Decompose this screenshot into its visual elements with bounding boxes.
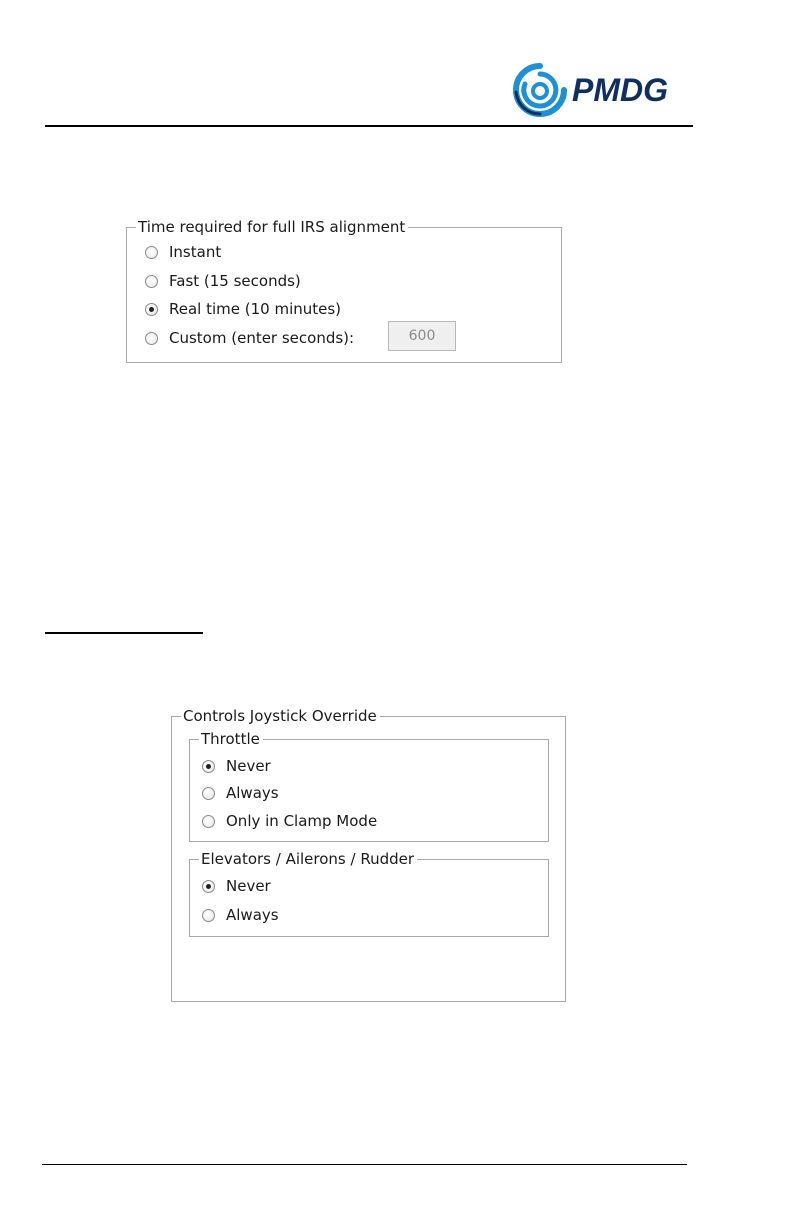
radio-instant-label: Instant [169,243,222,261]
irs-alignment-group [126,218,562,363]
surfaces-option-never[interactable] [202,875,271,897]
irs-alignment-legend: Time required for full IRS alignment [136,218,408,236]
radio-surfaces-never-label: Never [226,877,271,895]
radio-fast[interactable] [145,275,158,288]
radio-throttle-clamp-label: Only in Clamp Mode [226,812,378,830]
section-heading-underline [45,632,203,634]
throttle-group [189,730,549,842]
pmdg-logo [512,62,692,118]
radio-custom[interactable] [145,332,158,345]
radio-surfaces-always[interactable] [202,909,215,922]
radio-throttle-never[interactable] [202,760,215,773]
irs-option-instant[interactable] [145,241,221,263]
radio-throttle-never-label: Never [226,757,271,775]
radio-fast-label: Fast (15 seconds) [169,272,301,290]
radio-real-time-label: Real time (10 minutes) [169,300,342,318]
radio-throttle-clamp[interactable] [202,815,215,828]
pmdg-swirl-icon [512,62,568,118]
irs-option-custom[interactable] [145,327,354,349]
radio-surfaces-never[interactable] [202,880,215,893]
header-divider [45,125,693,127]
radio-surfaces-always-label: Always [226,906,279,924]
surfaces-option-always[interactable] [202,904,279,926]
radio-real-time[interactable] [145,303,158,316]
radio-throttle-always[interactable] [202,787,215,800]
throttle-option-never[interactable] [202,755,271,777]
radio-throttle-always-label: Always [226,784,279,802]
throttle-option-always[interactable] [202,782,279,804]
throttle-option-clamp[interactable] [202,810,377,832]
throttle-legend: Throttle [199,730,263,748]
joystick-override-legend: Controls Joystick Override [181,707,380,725]
joystick-override-group [171,707,566,1002]
irs-option-real-time[interactable] [145,298,341,320]
radio-instant[interactable] [145,246,158,259]
footer-divider [42,1164,687,1165]
irs-option-fast[interactable] [145,270,301,292]
surfaces-legend: Elevators / Ailerons / Rudder [199,850,417,868]
radio-custom-label: Custom (enter seconds): [169,329,355,347]
custom-seconds-input[interactable] [388,321,456,351]
logo-wordmark: PMDG [572,72,668,108]
surfaces-group [189,850,549,937]
